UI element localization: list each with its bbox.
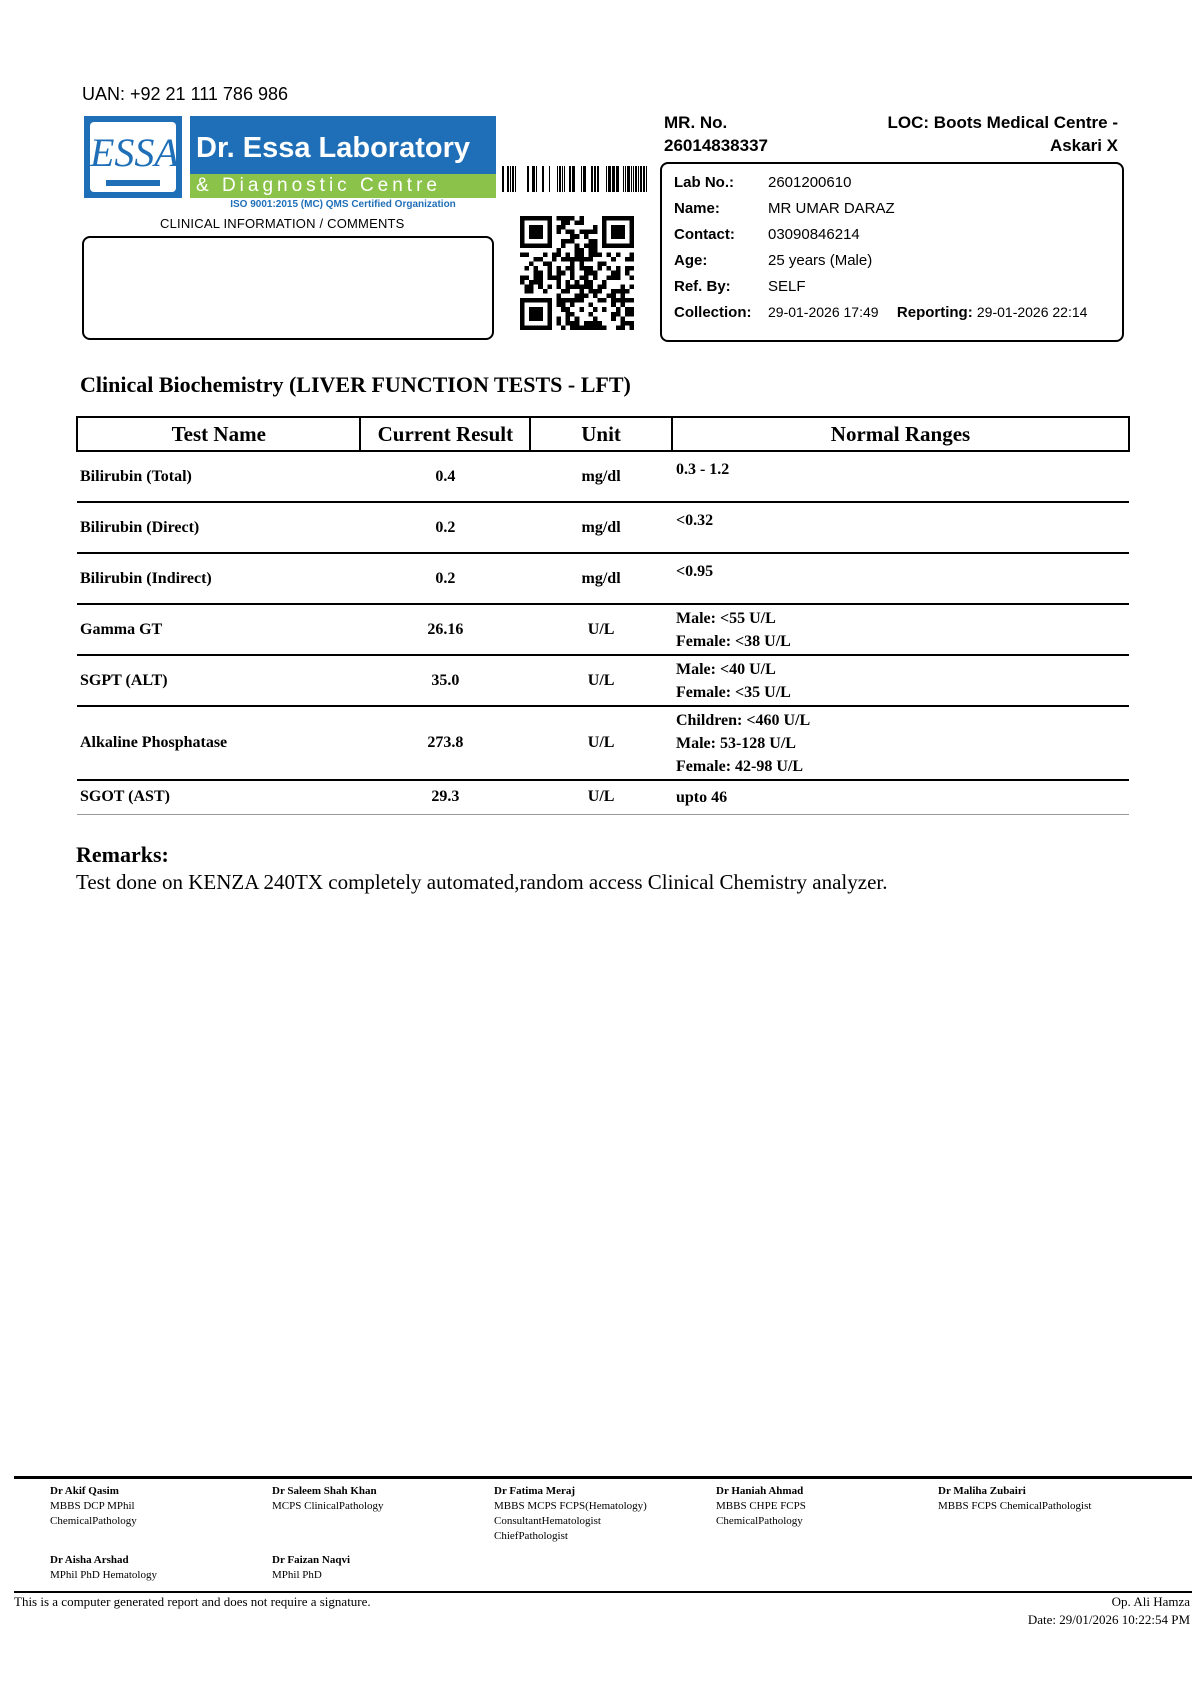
lab-no-value: 2601200610 xyxy=(768,174,852,191)
column-header-test-name: Test Name xyxy=(77,417,360,451)
column-header-current-result: Current Result xyxy=(360,417,530,451)
patient-info-box xyxy=(660,162,1124,342)
patient-name-label: Name: xyxy=(674,200,720,217)
ref-label: Ref. By: xyxy=(674,278,731,295)
logo-emblem-text: ESSA xyxy=(90,130,179,175)
contact-label: Contact: xyxy=(674,226,735,243)
range-line: 0.3 - 1.2 xyxy=(675,461,730,478)
logo-subtitle: & Diagnostic Centre xyxy=(190,174,496,198)
normal-range xyxy=(672,604,1129,655)
logo-title: Dr. Essa Laboratory xyxy=(190,116,496,174)
doctor-qualification: MBBS DCP MPhil xyxy=(50,1500,135,1512)
operator-name: Op. Ali Hamza xyxy=(1111,1594,1190,1609)
doctor-name: Dr Faizan Naqvi xyxy=(272,1554,351,1566)
test-unit: U/L xyxy=(530,706,672,780)
column-header-unit: Unit xyxy=(530,417,672,451)
logo-iso-certification: ISO 9001:2015 (MC) QMS Certified Organization xyxy=(230,199,456,210)
test-unit: mg/dl xyxy=(530,553,672,604)
location-line-1: LOC: Boots Medical Centre - xyxy=(887,113,1118,132)
logo-emblem xyxy=(84,116,182,198)
table-row xyxy=(77,502,1129,553)
range-line: upto 46 xyxy=(675,788,728,806)
doctor-qualification: ChemicalPathology xyxy=(50,1515,137,1527)
clinical-info-label: CLINICAL INFORMATION / COMMENTS xyxy=(160,216,405,231)
normal-range xyxy=(672,502,1129,553)
results-table xyxy=(76,416,1130,815)
test-name: Gamma GT xyxy=(77,604,360,655)
print-date: Date: 29/01/2026 10:22:54 PM xyxy=(1027,1612,1190,1627)
normal-range xyxy=(672,655,1129,706)
table-row xyxy=(77,706,1129,780)
table-header-row xyxy=(77,417,1129,451)
test-unit: mg/dl xyxy=(530,502,672,553)
footer-divider-bottom xyxy=(14,1591,1192,1593)
patient-name-value: MR UMAR DARAZ xyxy=(768,200,895,217)
doctor-name: Dr Fatima Meraj xyxy=(494,1485,576,1497)
doctor-qualification: ChemicalPathology xyxy=(716,1515,803,1527)
normal-range xyxy=(672,706,1129,780)
contact-value: 03090846214 xyxy=(768,226,860,243)
qr-code-icon xyxy=(520,216,634,330)
test-name: Bilirubin (Direct) xyxy=(77,502,360,553)
test-result: 29.3 xyxy=(360,780,530,814)
doctor-qualification: ChiefPathologist xyxy=(494,1530,568,1542)
doctor-qualification: MBBS MCPS FCPS(Hematology) xyxy=(494,1500,647,1512)
dates-row xyxy=(674,304,1087,321)
remarks-title: Remarks: xyxy=(76,842,169,867)
doctor-name: Dr Akif Qasim xyxy=(50,1485,119,1497)
test-unit: U/L xyxy=(530,655,672,706)
doctor-qualification: MCPS ClinicalPathology xyxy=(272,1500,384,1512)
doctor-signature-block xyxy=(494,1484,647,1544)
range-line: Male: <55 U/L xyxy=(675,610,776,627)
doctor-qualification: MPhil PhD xyxy=(272,1569,322,1581)
doctor-qualification: MPhil PhD Hematology xyxy=(50,1569,157,1581)
doctor-signature-block xyxy=(716,1484,806,1529)
normal-range xyxy=(672,553,1129,604)
contact-row xyxy=(674,226,860,243)
test-unit: mg/dl xyxy=(530,451,672,502)
column-header-normal-ranges: Normal Ranges xyxy=(672,417,1129,451)
mr-number-value: 26014838337 xyxy=(664,136,769,155)
range-line: Children: <460 U/L xyxy=(675,712,811,729)
doctor-name: Dr Maliha Zubairi xyxy=(938,1485,1026,1497)
lab-logo xyxy=(84,116,496,212)
doctor-name: Dr Aisha Arshad xyxy=(50,1554,129,1566)
doctor-signature-block xyxy=(50,1484,137,1529)
ref-row xyxy=(674,278,806,295)
table-row xyxy=(77,780,1129,814)
test-name: SGOT (AST) xyxy=(77,780,360,814)
test-result: 273.8 xyxy=(360,706,530,780)
doctor-signature-block xyxy=(272,1484,384,1514)
age-label: Age: xyxy=(674,252,708,269)
test-result: 0.2 xyxy=(360,553,530,604)
remarks-text: Test done on KENZA 240TX completely automated,random access Clinical Chemistry analyzer. xyxy=(76,870,888,894)
doctor-signature-block xyxy=(272,1553,350,1583)
doctor-qualification: ConsultantHematologist xyxy=(494,1515,601,1527)
test-result: 26.16 xyxy=(360,604,530,655)
test-name: Bilirubin (Total) xyxy=(77,451,360,502)
test-name: Alkaline Phosphatase xyxy=(77,706,360,780)
collection-value: 29-01-2026 17:49 xyxy=(768,304,879,320)
barcode-icon xyxy=(502,166,654,192)
ref-value: SELF xyxy=(768,278,806,295)
age-value: 25 years (Male) xyxy=(768,252,873,269)
age-row xyxy=(674,252,872,269)
range-line: Female: 42-98 U/L xyxy=(675,758,804,775)
range-line: <0.32 xyxy=(675,512,714,529)
table-row xyxy=(77,604,1129,655)
doctor-signature-block xyxy=(50,1553,157,1583)
collection-label: Collection: xyxy=(674,304,752,321)
mr-number-label: MR. No. xyxy=(664,113,728,132)
range-line: Male: <40 U/L xyxy=(675,661,776,678)
lab-no-label: Lab No.: xyxy=(674,174,734,191)
doctor-qualification: MBBS FCPS ChemicalPathologist xyxy=(938,1500,1092,1512)
test-unit: U/L xyxy=(530,604,672,655)
normal-range xyxy=(672,451,1129,502)
range-line: Female: <35 U/L xyxy=(675,684,791,701)
test-result: 0.2 xyxy=(360,502,530,553)
range-line: Male: 53-128 U/L xyxy=(675,735,796,752)
table-row xyxy=(77,451,1129,502)
test-name: SGPT (ALT) xyxy=(77,655,360,706)
range-line: Female: <38 U/L xyxy=(675,633,791,650)
range-line: <0.95 xyxy=(675,563,714,580)
doctor-name: Dr Haniah Ahmad xyxy=(716,1485,804,1497)
test-unit: U/L xyxy=(530,780,672,814)
reporting-value: 29-01-2026 22:14 xyxy=(976,304,1088,320)
table-row xyxy=(77,655,1129,706)
disclaimer-text: This is a computer generated report and does not require a signature. xyxy=(14,1594,371,1609)
doctor-name: Dr Saleem Shah Khan xyxy=(272,1485,377,1497)
patient-name-row xyxy=(674,200,895,217)
location-line-2: Askari X xyxy=(1049,136,1118,155)
lab-no-row xyxy=(674,174,851,191)
table-row xyxy=(77,553,1129,604)
doctor-qualification: MBBS CHPE FCPS xyxy=(716,1500,806,1512)
section-title: Clinical Biochemistry (LIVER FUNCTION TESTS - LFT) xyxy=(80,372,631,397)
uan-phone: UAN: +92 21 111 786 986 xyxy=(82,84,288,104)
test-result: 35.0 xyxy=(360,655,530,706)
clinical-info-box xyxy=(82,236,494,340)
normal-range xyxy=(672,780,1129,814)
reporting-label: Reporting: xyxy=(896,304,973,321)
doctor-signature-block xyxy=(938,1484,1091,1514)
footer-divider-top xyxy=(14,1476,1192,1479)
test-name: Bilirubin (Indirect) xyxy=(77,553,360,604)
test-result: 0.4 xyxy=(360,451,530,502)
